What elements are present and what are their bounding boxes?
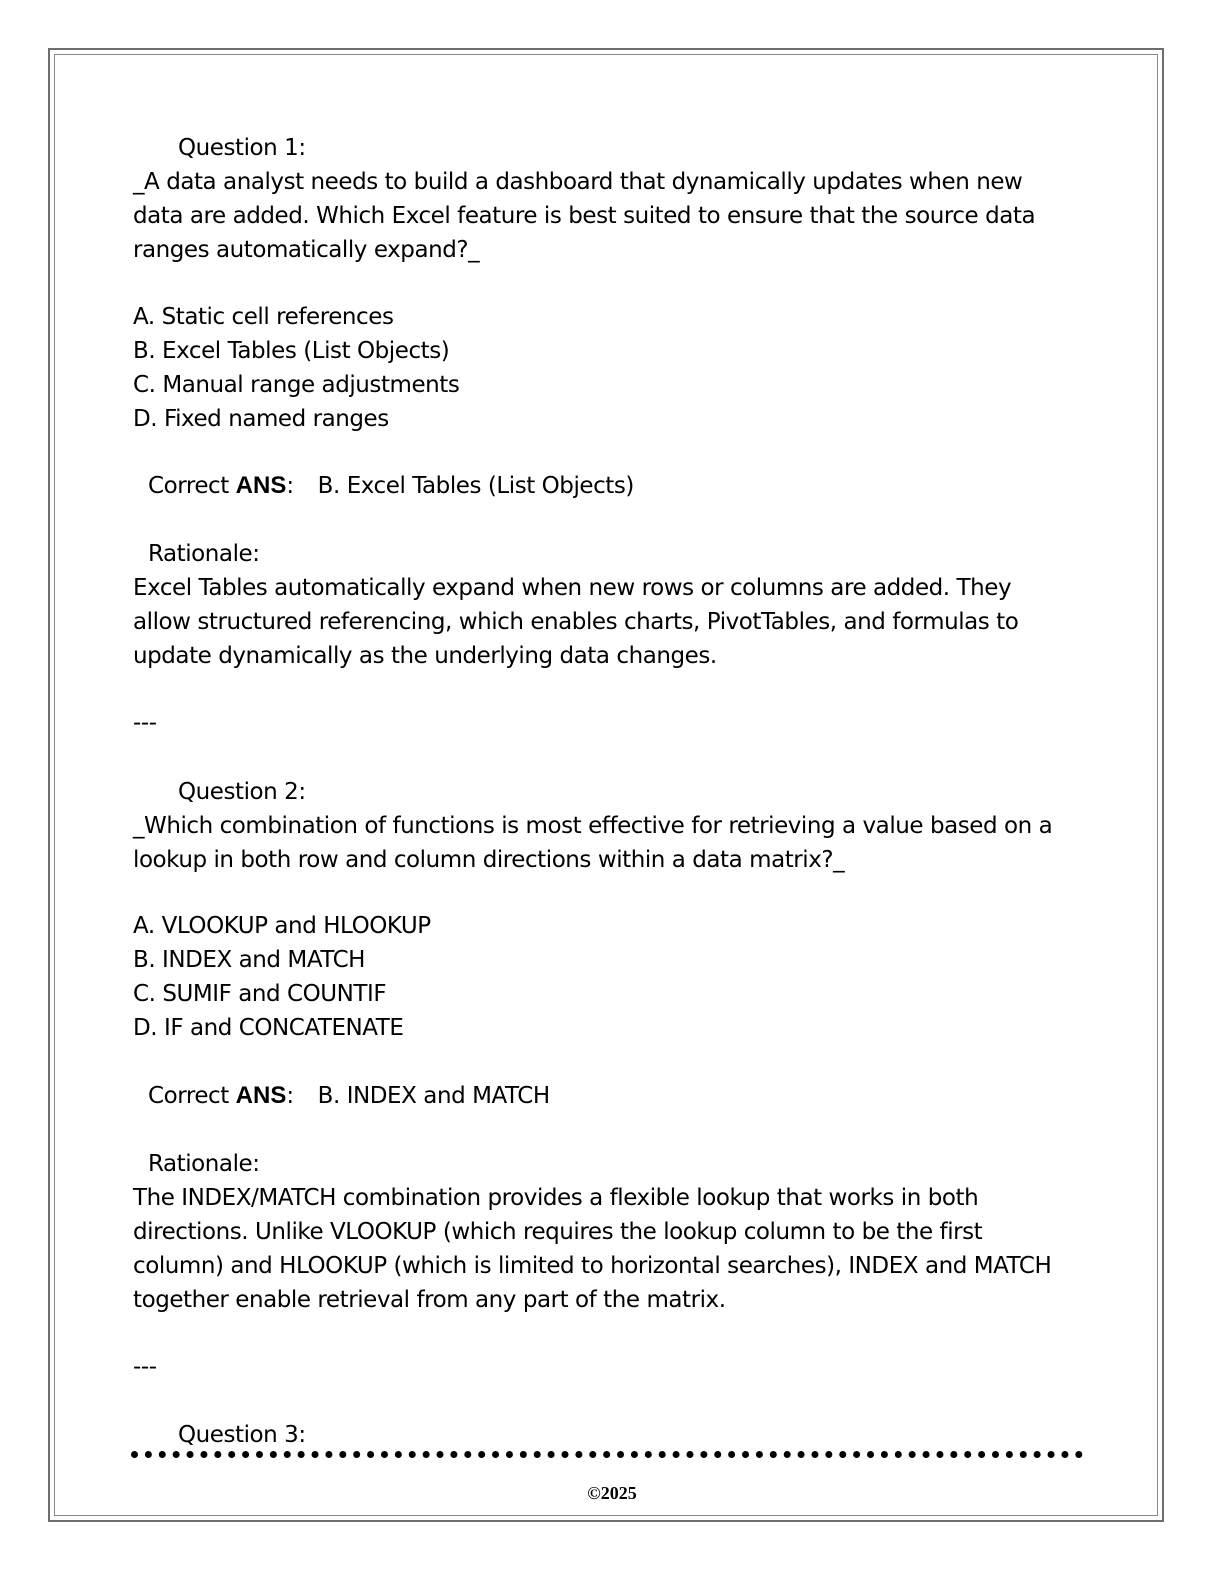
question-1-heading: Question 1: [178,135,306,161]
question-1-rationale-heading: Rationale: [148,541,260,567]
question-2-rationale-line: The INDEX/MATCH combination provides a flexible lookup that works in both [133,1185,979,1211]
question-1-option-b: B. Excel Tables (List Objects) [133,338,450,364]
question-1-option-a: A. Static cell references [133,304,394,330]
question-2-option-c: C. SUMIF and COUNTIF [133,981,387,1007]
question-2-prompt-line: _Which combination of functions is most effective for retrieving a value based on a [133,813,1053,839]
question-1-rationale-line: Excel Tables automatically expand when new rows or columns are added. They [133,575,1012,601]
question-1-option-d: D. Fixed named ranges [133,406,389,432]
question-2-rationale-heading: Rationale: [148,1151,260,1177]
ans-key: ANS [235,1082,287,1109]
footer-copyright: ©2025 [587,1483,637,1503]
question-1-prompt-line: data are added. Which Excel feature is best suited to ensure that the source data [133,203,1036,229]
section-separator: --- [133,1354,157,1380]
ans-key: ANS [235,472,287,499]
question-2-rationale-line: column) and HLOOKUP (which is limited to horizontal searches), INDEX and MATCH [133,1253,1052,1279]
question-2-option-a: A. VLOOKUP and HLOOKUP [133,913,431,939]
answer-text: B. Excel Tables (List Objects) [317,473,634,499]
question-2-prompt-line: lookup in both row and column directions within a data matrix?_ [133,847,845,873]
ans-separator: : [286,1083,294,1109]
question-2-correct-answer [148,1079,550,1113]
question-1-rationale-line: allow structured referencing, which enables charts, PivotTables, and formulas to [133,609,1019,635]
question-2-option-b: B. INDEX and MATCH [133,947,366,973]
footer-dotted-rule [131,1451,1083,1458]
question-3-heading: Question 3: [178,1422,306,1448]
question-1-correct-answer [148,469,634,503]
question-2-rationale-line: together enable retrieval from any part of the matrix. [133,1287,726,1313]
correct-label: Correct [148,473,236,499]
question-2-option-d: D. IF and CONCATENATE [133,1015,404,1041]
section-separator: --- [133,710,157,736]
question-1-option-c: C. Manual range adjustments [133,372,460,398]
question-1-prompt-line: _A data analyst needs to build a dashboard that dynamically updates when new [133,169,1023,195]
question-2-rationale-line: directions. Unlike VLOOKUP (which requires the lookup column to be the first [133,1219,983,1245]
correct-label: Correct [148,1083,236,1109]
ans-separator: : [286,473,294,499]
question-1-prompt-line: ranges automatically expand?_ [133,237,480,263]
question-2-heading: Question 2: [178,779,306,805]
answer-text: B. INDEX and MATCH [317,1083,550,1109]
question-1-rationale-line: update dynamically as the underlying data changes. [133,643,717,669]
